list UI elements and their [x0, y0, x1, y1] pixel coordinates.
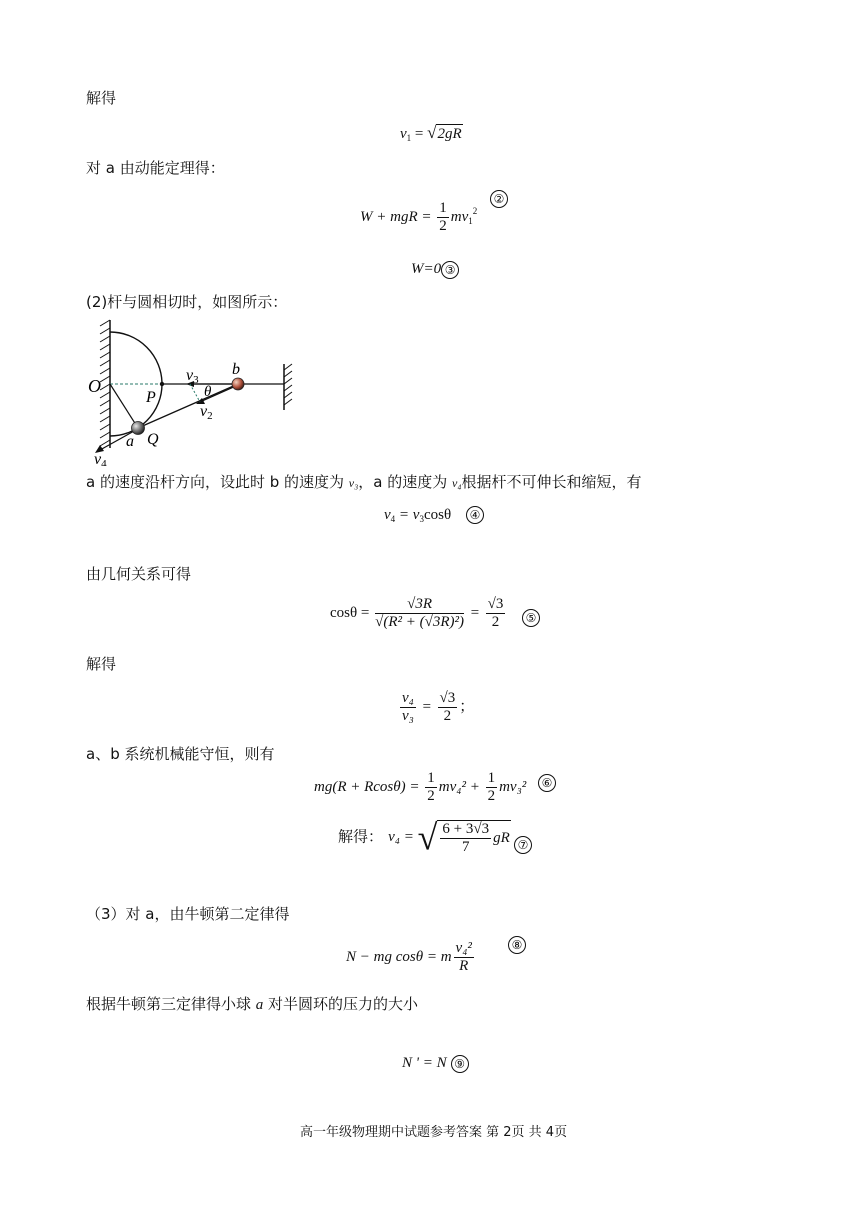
- ball-b: [232, 378, 244, 390]
- left-wall-hatch: [100, 320, 110, 446]
- projection-dashed: [190, 384, 200, 402]
- text-dongneng: 对 a 由动能定理得：: [86, 159, 225, 177]
- equation-newton-2: N − mg cosθ = m $\frac{\text{v₄²}}{R}$: [346, 940, 472, 974]
- equation-w-zero: W=0 ③: [411, 260, 459, 279]
- equation-ratio: $\frac{\text{v₄}}{\text{v₃}}$ = $\frac{√3}{2}$ ；: [402, 690, 475, 724]
- text-part-2: (2)杆与圆相切时，如图所示：: [86, 293, 288, 311]
- right-wall-hatch: [284, 364, 292, 405]
- text-velocity-desc: a 的速度沿杆方向，设此时 b 的速度为 v₃，a 的速度为 v₄根据杆不可伸长和缩短，有: [86, 473, 642, 491]
- equation-work-energy: W + mgR = $\frac{1}{2}$ $mv_1^2$: [360, 200, 478, 234]
- text-conservation: a、b 系统机械能守恒，则有: [86, 745, 275, 763]
- text-jiede-2: 解得: [86, 655, 117, 673]
- equation-v4-v3: $v_4 = v_3\cos\theta$: [384, 507, 452, 524]
- text-newton-3: 根据牛顿第三定律得小球 a 对半圆环的压力的大小: [86, 995, 419, 1013]
- label-o: O: [88, 376, 101, 396]
- label-q: Q: [147, 431, 159, 448]
- equation-mark-3: ③: [441, 261, 459, 279]
- equation-v1: $v_1 = √2gR$: [400, 123, 462, 143]
- equation-mark-2: ②: [490, 190, 508, 208]
- point-p: [160, 382, 164, 386]
- equation-mark-7: ⑦: [514, 836, 532, 854]
- text-part-3: （3）对 a，由牛顿第二定律得: [86, 905, 290, 923]
- text-jiede-1: 解得: [86, 89, 117, 107]
- equation-v4-solution: 解得： v₄ = √ $\frac{6 + 3√3}{7}$ gR: [338, 818, 510, 858]
- geometry-diagram: [86, 318, 306, 466]
- radius-oq: [110, 384, 138, 428]
- equation-energy-conservation: mg(R + Rcosθ) = $\frac{1}{2}$ mv₄² + $\frac{1}{2}$ mv₃²: [314, 770, 527, 804]
- label-b: b: [232, 361, 240, 378]
- equation-cos-theta: cosθ = $\frac{√3R}{\text{√(R² + (√3R)²)}}$ = $\frac{√3}{2}$: [330, 596, 504, 630]
- page-footer: 高一年级物理期中试题参考答案 第 2页 共 4页: [300, 1125, 568, 1140]
- equation-mark-9: ⑨: [451, 1055, 469, 1073]
- equation-mark-8: ⑧: [508, 936, 526, 954]
- label-p: P: [146, 389, 156, 406]
- label-a: a: [126, 433, 134, 450]
- equation-mark-6: ⑥: [538, 774, 556, 792]
- equation-mark-4: ④: [466, 506, 484, 524]
- equation-newton-3: N ' = N ⑨: [402, 1054, 469, 1073]
- label-v2: v2: [200, 403, 213, 422]
- text-geometry: 由几何关系可得: [86, 565, 192, 583]
- label-v3: v3: [186, 367, 199, 386]
- label-v4: v4: [94, 451, 107, 466]
- equation-mark-5: ⑤: [522, 609, 540, 627]
- label-theta: θ: [204, 384, 212, 400]
